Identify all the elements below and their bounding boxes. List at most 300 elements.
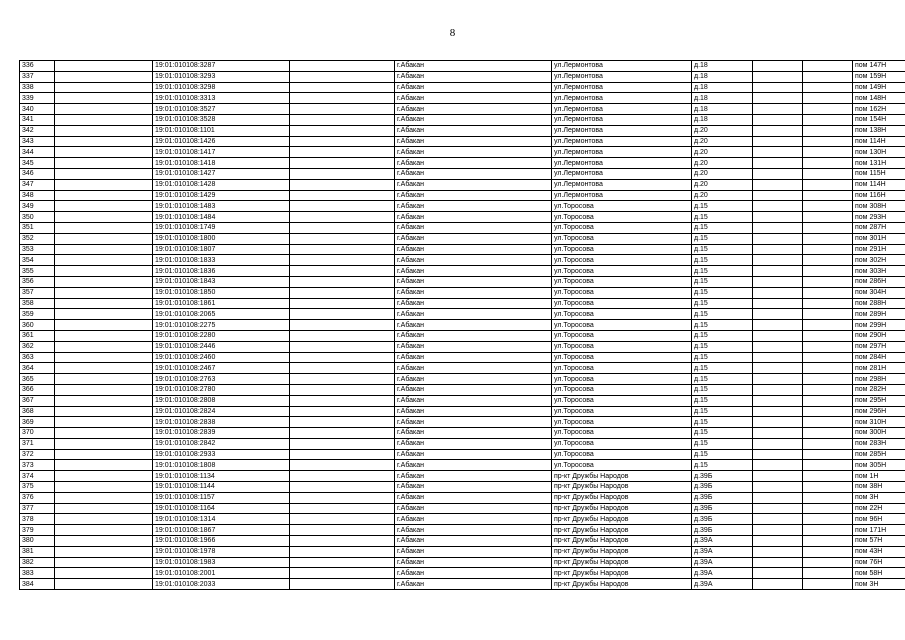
city-cell: г.Абакан bbox=[395, 147, 552, 158]
premises-cell: пом 293Н bbox=[853, 212, 905, 223]
empty-cell bbox=[803, 546, 853, 557]
house-cell: д.15 bbox=[692, 233, 753, 244]
empty-cell bbox=[55, 514, 153, 525]
table-row bbox=[20, 568, 905, 579]
empty-cell bbox=[290, 244, 395, 255]
premises-cell: пом 22Н bbox=[853, 503, 905, 514]
city-cell: г.Абакан bbox=[395, 190, 552, 201]
empty-cell bbox=[753, 158, 803, 169]
row-number-cell: 383 bbox=[20, 568, 55, 579]
cadastral-number-cell: 19:01:010108:1843 bbox=[153, 276, 290, 287]
empty-cell bbox=[803, 201, 853, 212]
row-number-cell: 347 bbox=[20, 179, 55, 190]
empty-cell bbox=[753, 395, 803, 406]
empty-cell bbox=[753, 546, 803, 557]
empty-cell bbox=[753, 352, 803, 363]
cadastral-number-cell: 19:01:010108:1134 bbox=[153, 471, 290, 482]
empty-cell bbox=[753, 266, 803, 277]
empty-cell bbox=[290, 449, 395, 460]
table-row bbox=[20, 320, 905, 331]
empty-cell bbox=[803, 255, 853, 266]
empty-cell bbox=[55, 330, 153, 341]
cadastral-number-cell: 19:01:010108:3528 bbox=[153, 114, 290, 125]
table-row bbox=[20, 363, 905, 374]
table-row bbox=[20, 147, 905, 158]
city-cell: г.Абакан bbox=[395, 309, 552, 320]
empty-cell bbox=[753, 482, 803, 493]
premises-cell: пом 310Н bbox=[853, 417, 905, 428]
empty-cell bbox=[290, 525, 395, 536]
cadastral-number-cell: 19:01:010108:1966 bbox=[153, 536, 290, 547]
house-cell: д.18 bbox=[692, 61, 753, 72]
empty-cell bbox=[753, 255, 803, 266]
street-cell: ул.Торосова bbox=[552, 222, 692, 233]
row-number-cell: 377 bbox=[20, 503, 55, 514]
cadastral-number-cell: 19:01:010108:2460 bbox=[153, 352, 290, 363]
premises-cell: пом 300Н bbox=[853, 428, 905, 439]
street-cell: пр-кт Дружбы Народов bbox=[552, 503, 692, 514]
cadastral-number-cell: 19:01:010108:1850 bbox=[153, 287, 290, 298]
premises-cell: пом 130Н bbox=[853, 147, 905, 158]
cadastral-number-cell: 19:01:010108:1418 bbox=[153, 158, 290, 169]
empty-cell bbox=[753, 341, 803, 352]
premises-cell: пом 287Н bbox=[853, 222, 905, 233]
empty-cell bbox=[55, 125, 153, 136]
row-number-cell: 379 bbox=[20, 525, 55, 536]
house-cell: д.39Б bbox=[692, 525, 753, 536]
street-cell: ул.Торосова bbox=[552, 212, 692, 223]
street-cell: ул.Торосова bbox=[552, 406, 692, 417]
house-cell: д.15 bbox=[692, 395, 753, 406]
property-registry-table bbox=[19, 60, 905, 590]
empty-cell bbox=[55, 168, 153, 179]
empty-cell bbox=[290, 417, 395, 428]
empty-cell bbox=[803, 568, 853, 579]
empty-cell bbox=[290, 114, 395, 125]
cadastral-number-cell: 19:01:010108:2839 bbox=[153, 428, 290, 439]
empty-cell bbox=[290, 514, 395, 525]
empty-cell bbox=[753, 417, 803, 428]
empty-cell bbox=[290, 201, 395, 212]
table-row bbox=[20, 438, 905, 449]
street-cell: ул.Лермонтова bbox=[552, 114, 692, 125]
row-number-cell: 367 bbox=[20, 395, 55, 406]
premises-cell: пом 284Н bbox=[853, 352, 905, 363]
table-row bbox=[20, 374, 905, 385]
table-row bbox=[20, 557, 905, 568]
empty-cell bbox=[803, 341, 853, 352]
city-cell: г.Абакан bbox=[395, 428, 552, 439]
row-number-cell: 364 bbox=[20, 363, 55, 374]
house-cell: д.15 bbox=[692, 255, 753, 266]
table-row bbox=[20, 341, 905, 352]
empty-cell bbox=[55, 158, 153, 169]
table-row bbox=[20, 384, 905, 395]
cadastral-number-cell: 19:01:010108:1428 bbox=[153, 179, 290, 190]
row-number-cell: 346 bbox=[20, 168, 55, 179]
empty-cell bbox=[753, 71, 803, 82]
city-cell: г.Абакан bbox=[395, 158, 552, 169]
city-cell: г.Абакан bbox=[395, 136, 552, 147]
premises-cell: пом 96Н bbox=[853, 514, 905, 525]
empty-cell bbox=[55, 395, 153, 406]
empty-cell bbox=[290, 395, 395, 406]
city-cell: г.Абакан bbox=[395, 222, 552, 233]
empty-cell bbox=[55, 352, 153, 363]
row-number-cell: 338 bbox=[20, 82, 55, 93]
cadastral-number-cell: 19:01:010108:1314 bbox=[153, 514, 290, 525]
street-cell: ул.Торосова bbox=[552, 428, 692, 439]
table-row bbox=[20, 125, 905, 136]
table-row bbox=[20, 61, 905, 72]
empty-cell bbox=[55, 449, 153, 460]
street-cell: пр-кт Дружбы Народов bbox=[552, 557, 692, 568]
house-cell: д.39А bbox=[692, 536, 753, 547]
row-number-cell: 382 bbox=[20, 557, 55, 568]
house-cell: д.39Б bbox=[692, 514, 753, 525]
table-row bbox=[20, 82, 905, 93]
empty-cell bbox=[290, 438, 395, 449]
premises-cell: пом 38Н bbox=[853, 482, 905, 493]
empty-cell bbox=[803, 222, 853, 233]
premises-cell: пом 159Н bbox=[853, 71, 905, 82]
empty-cell bbox=[803, 438, 853, 449]
empty-cell bbox=[753, 309, 803, 320]
empty-cell bbox=[803, 330, 853, 341]
table-row bbox=[20, 179, 905, 190]
empty-cell bbox=[290, 374, 395, 385]
city-cell: г.Абакан bbox=[395, 82, 552, 93]
street-cell: ул.Лермонтова bbox=[552, 179, 692, 190]
empty-cell bbox=[803, 287, 853, 298]
empty-cell bbox=[55, 536, 153, 547]
empty-cell bbox=[753, 503, 803, 514]
cadastral-number-cell: 19:01:010108:1417 bbox=[153, 147, 290, 158]
house-cell: д.15 bbox=[692, 309, 753, 320]
table-row bbox=[20, 158, 905, 169]
row-number-cell: 374 bbox=[20, 471, 55, 482]
city-cell: г.Абакан bbox=[395, 341, 552, 352]
empty-cell bbox=[290, 482, 395, 493]
cadastral-number-cell: 19:01:010108:1426 bbox=[153, 136, 290, 147]
city-cell: г.Абакан bbox=[395, 93, 552, 104]
row-number-cell: 372 bbox=[20, 449, 55, 460]
empty-cell bbox=[55, 374, 153, 385]
table-row bbox=[20, 536, 905, 547]
street-cell: ул.Торосова bbox=[552, 438, 692, 449]
house-cell: д.15 bbox=[692, 352, 753, 363]
empty-cell bbox=[55, 460, 153, 471]
house-cell: д.18 bbox=[692, 93, 753, 104]
table-row bbox=[20, 428, 905, 439]
empty-cell bbox=[753, 276, 803, 287]
row-number-cell: 371 bbox=[20, 438, 55, 449]
row-number-cell: 360 bbox=[20, 320, 55, 331]
street-cell: ул.Торосова bbox=[552, 255, 692, 266]
empty-cell bbox=[55, 266, 153, 277]
empty-cell bbox=[55, 82, 153, 93]
empty-cell bbox=[290, 471, 395, 482]
table-row bbox=[20, 168, 905, 179]
empty-cell bbox=[290, 460, 395, 471]
city-cell: г.Абакан bbox=[395, 546, 552, 557]
table-row bbox=[20, 471, 905, 482]
street-cell: пр-кт Дружбы Народов bbox=[552, 492, 692, 503]
city-cell: г.Абакан bbox=[395, 287, 552, 298]
street-cell: пр-кт Дружбы Народов bbox=[552, 471, 692, 482]
empty-cell bbox=[55, 471, 153, 482]
empty-cell bbox=[753, 114, 803, 125]
street-cell: ул.Торосова bbox=[552, 449, 692, 460]
city-cell: г.Абакан bbox=[395, 71, 552, 82]
city-cell: г.Абакан bbox=[395, 374, 552, 385]
cadastral-number-cell: 19:01:010108:2780 bbox=[153, 384, 290, 395]
empty-cell bbox=[753, 514, 803, 525]
empty-cell bbox=[803, 525, 853, 536]
row-number-cell: 370 bbox=[20, 428, 55, 439]
empty-cell bbox=[290, 568, 395, 579]
empty-cell bbox=[55, 557, 153, 568]
empty-cell bbox=[803, 212, 853, 223]
premises-cell: пом 283Н bbox=[853, 438, 905, 449]
row-number-cell: 375 bbox=[20, 482, 55, 493]
premises-cell: пом 58Н bbox=[853, 568, 905, 579]
premises-cell: пом 76Н bbox=[853, 557, 905, 568]
empty-cell bbox=[803, 503, 853, 514]
empty-cell bbox=[803, 61, 853, 72]
empty-cell bbox=[803, 244, 853, 255]
row-number-cell: 376 bbox=[20, 492, 55, 503]
empty-cell bbox=[803, 449, 853, 460]
house-cell: д.15 bbox=[692, 406, 753, 417]
table-row bbox=[20, 212, 905, 223]
empty-cell bbox=[803, 320, 853, 331]
premises-cell: пом 308Н bbox=[853, 201, 905, 212]
empty-cell bbox=[803, 190, 853, 201]
premises-cell: пом 305Н bbox=[853, 460, 905, 471]
empty-cell bbox=[753, 525, 803, 536]
empty-cell bbox=[290, 298, 395, 309]
house-cell: д.15 bbox=[692, 417, 753, 428]
street-cell: ул.Лермонтова bbox=[552, 136, 692, 147]
premises-cell: пом 295Н bbox=[853, 395, 905, 406]
premises-cell: пом 114Н bbox=[853, 136, 905, 147]
empty-cell bbox=[290, 363, 395, 374]
empty-cell bbox=[803, 363, 853, 374]
city-cell: г.Абакан bbox=[395, 363, 552, 374]
cadastral-number-cell: 19:01:010108:1483 bbox=[153, 201, 290, 212]
empty-cell bbox=[290, 341, 395, 352]
row-number-cell: 356 bbox=[20, 276, 55, 287]
street-cell: ул.Торосова bbox=[552, 287, 692, 298]
premises-cell: пом 154Н bbox=[853, 114, 905, 125]
empty-cell bbox=[753, 168, 803, 179]
empty-cell bbox=[290, 536, 395, 547]
house-cell: д.15 bbox=[692, 428, 753, 439]
row-number-cell: 380 bbox=[20, 536, 55, 547]
premises-cell: пом 3Н bbox=[853, 579, 905, 590]
empty-cell bbox=[803, 266, 853, 277]
row-number-cell: 337 bbox=[20, 71, 55, 82]
premises-cell: пом 148Н bbox=[853, 93, 905, 104]
cadastral-number-cell: 19:01:010108:1807 bbox=[153, 244, 290, 255]
empty-cell bbox=[753, 244, 803, 255]
empty-cell bbox=[753, 298, 803, 309]
house-cell: д.20 bbox=[692, 190, 753, 201]
street-cell: пр-кт Дружбы Народов bbox=[552, 536, 692, 547]
empty-cell bbox=[803, 136, 853, 147]
table-row bbox=[20, 330, 905, 341]
empty-cell bbox=[55, 93, 153, 104]
city-cell: г.Абакан bbox=[395, 395, 552, 406]
house-cell: д.15 bbox=[692, 330, 753, 341]
cadastral-number-cell: 19:01:010108:1978 bbox=[153, 546, 290, 557]
empty-cell bbox=[55, 136, 153, 147]
empty-cell bbox=[290, 287, 395, 298]
empty-cell bbox=[753, 536, 803, 547]
table-row bbox=[20, 114, 905, 125]
city-cell: г.Абакан bbox=[395, 125, 552, 136]
premises-cell: пом 290Н bbox=[853, 330, 905, 341]
empty-cell bbox=[290, 233, 395, 244]
premises-cell: пом 299Н bbox=[853, 320, 905, 331]
table-row bbox=[20, 276, 905, 287]
empty-cell bbox=[753, 568, 803, 579]
page-number: 8 bbox=[449, 27, 456, 39]
house-cell: д.15 bbox=[692, 298, 753, 309]
premises-cell: пом 286Н bbox=[853, 276, 905, 287]
house-cell: д.15 bbox=[692, 363, 753, 374]
premises-cell: пом 297Н bbox=[853, 341, 905, 352]
empty-cell bbox=[803, 179, 853, 190]
street-cell: ул.Лермонтова bbox=[552, 93, 692, 104]
empty-cell bbox=[753, 82, 803, 93]
house-cell: д.18 bbox=[692, 114, 753, 125]
city-cell: г.Абакан bbox=[395, 61, 552, 72]
row-number-cell: 348 bbox=[20, 190, 55, 201]
street-cell: пр-кт Дружбы Народов bbox=[552, 579, 692, 590]
city-cell: г.Абакан bbox=[395, 503, 552, 514]
empty-cell bbox=[55, 71, 153, 82]
table-row bbox=[20, 546, 905, 557]
city-cell: г.Абакан bbox=[395, 514, 552, 525]
street-cell: ул.Лермонтова bbox=[552, 71, 692, 82]
empty-cell bbox=[803, 168, 853, 179]
street-cell: пр-кт Дружбы Народов bbox=[552, 546, 692, 557]
row-number-cell: 342 bbox=[20, 125, 55, 136]
table-row bbox=[20, 492, 905, 503]
empty-cell bbox=[753, 222, 803, 233]
table-row bbox=[20, 482, 905, 493]
cadastral-number-cell: 19:01:010108:2065 bbox=[153, 309, 290, 320]
empty-cell bbox=[803, 374, 853, 385]
house-cell: д.39А bbox=[692, 557, 753, 568]
empty-cell bbox=[290, 82, 395, 93]
empty-cell bbox=[753, 212, 803, 223]
empty-cell bbox=[803, 514, 853, 525]
street-cell: ул.Лермонтова bbox=[552, 82, 692, 93]
city-cell: г.Абакан bbox=[395, 579, 552, 590]
city-cell: г.Абакан bbox=[395, 471, 552, 482]
empty-cell bbox=[55, 428, 153, 439]
table-row bbox=[20, 201, 905, 212]
city-cell: г.Абакан bbox=[395, 212, 552, 223]
city-cell: г.Абакан bbox=[395, 557, 552, 568]
street-cell: ул.Торосова bbox=[552, 374, 692, 385]
table-row bbox=[20, 298, 905, 309]
empty-cell bbox=[803, 557, 853, 568]
table-row bbox=[20, 244, 905, 255]
cadastral-number-cell: 19:01:010108:2275 bbox=[153, 320, 290, 331]
city-cell: г.Абакан bbox=[395, 104, 552, 115]
empty-cell bbox=[803, 428, 853, 439]
empty-cell bbox=[753, 233, 803, 244]
empty-cell bbox=[803, 395, 853, 406]
empty-cell bbox=[803, 158, 853, 169]
empty-cell bbox=[753, 428, 803, 439]
table-row bbox=[20, 503, 905, 514]
premises-cell: пом 115Н bbox=[853, 168, 905, 179]
empty-cell bbox=[753, 201, 803, 212]
street-cell: ул.Лермонтова bbox=[552, 125, 692, 136]
street-cell: ул.Торосова bbox=[552, 276, 692, 287]
row-number-cell: 381 bbox=[20, 546, 55, 557]
empty-cell bbox=[290, 309, 395, 320]
row-number-cell: 359 bbox=[20, 309, 55, 320]
house-cell: д.20 bbox=[692, 147, 753, 158]
empty-cell bbox=[55, 104, 153, 115]
empty-cell bbox=[55, 406, 153, 417]
premises-cell: пом 296Н bbox=[853, 406, 905, 417]
premises-cell: пом 147Н bbox=[853, 61, 905, 72]
empty-cell bbox=[753, 363, 803, 374]
street-cell: ул.Торосова bbox=[552, 233, 692, 244]
street-cell: ул.Торосова bbox=[552, 320, 692, 331]
empty-cell bbox=[55, 255, 153, 266]
empty-cell bbox=[55, 201, 153, 212]
street-cell: ул.Торосова bbox=[552, 352, 692, 363]
empty-cell bbox=[55, 244, 153, 255]
cadastral-number-cell: 19:01:010108:3527 bbox=[153, 104, 290, 115]
premises-cell: пом 302Н bbox=[853, 255, 905, 266]
cadastral-number-cell: 19:01:010108:1164 bbox=[153, 503, 290, 514]
empty-cell bbox=[753, 104, 803, 115]
table-row bbox=[20, 255, 905, 266]
empty-cell bbox=[55, 417, 153, 428]
empty-cell bbox=[290, 147, 395, 158]
empty-cell bbox=[753, 330, 803, 341]
premises-cell: пом 171Н bbox=[853, 525, 905, 536]
city-cell: г.Абакан bbox=[395, 438, 552, 449]
street-cell: ул.Торосова bbox=[552, 298, 692, 309]
cadastral-number-cell: 19:01:010108:2280 bbox=[153, 330, 290, 341]
empty-cell bbox=[803, 417, 853, 428]
empty-cell bbox=[753, 320, 803, 331]
empty-cell bbox=[753, 579, 803, 590]
table-body bbox=[20, 61, 905, 590]
city-cell: г.Абакан bbox=[395, 320, 552, 331]
empty-cell bbox=[803, 579, 853, 590]
cadastral-number-cell: 19:01:010108:1800 bbox=[153, 233, 290, 244]
empty-cell bbox=[753, 93, 803, 104]
city-cell: г.Абакан bbox=[395, 114, 552, 125]
empty-cell bbox=[753, 374, 803, 385]
street-cell: ул.Торосова bbox=[552, 244, 692, 255]
premises-cell: пом 285Н bbox=[853, 449, 905, 460]
city-cell: г.Абакан bbox=[395, 460, 552, 471]
house-cell: д.15 bbox=[692, 438, 753, 449]
table-row bbox=[20, 309, 905, 320]
